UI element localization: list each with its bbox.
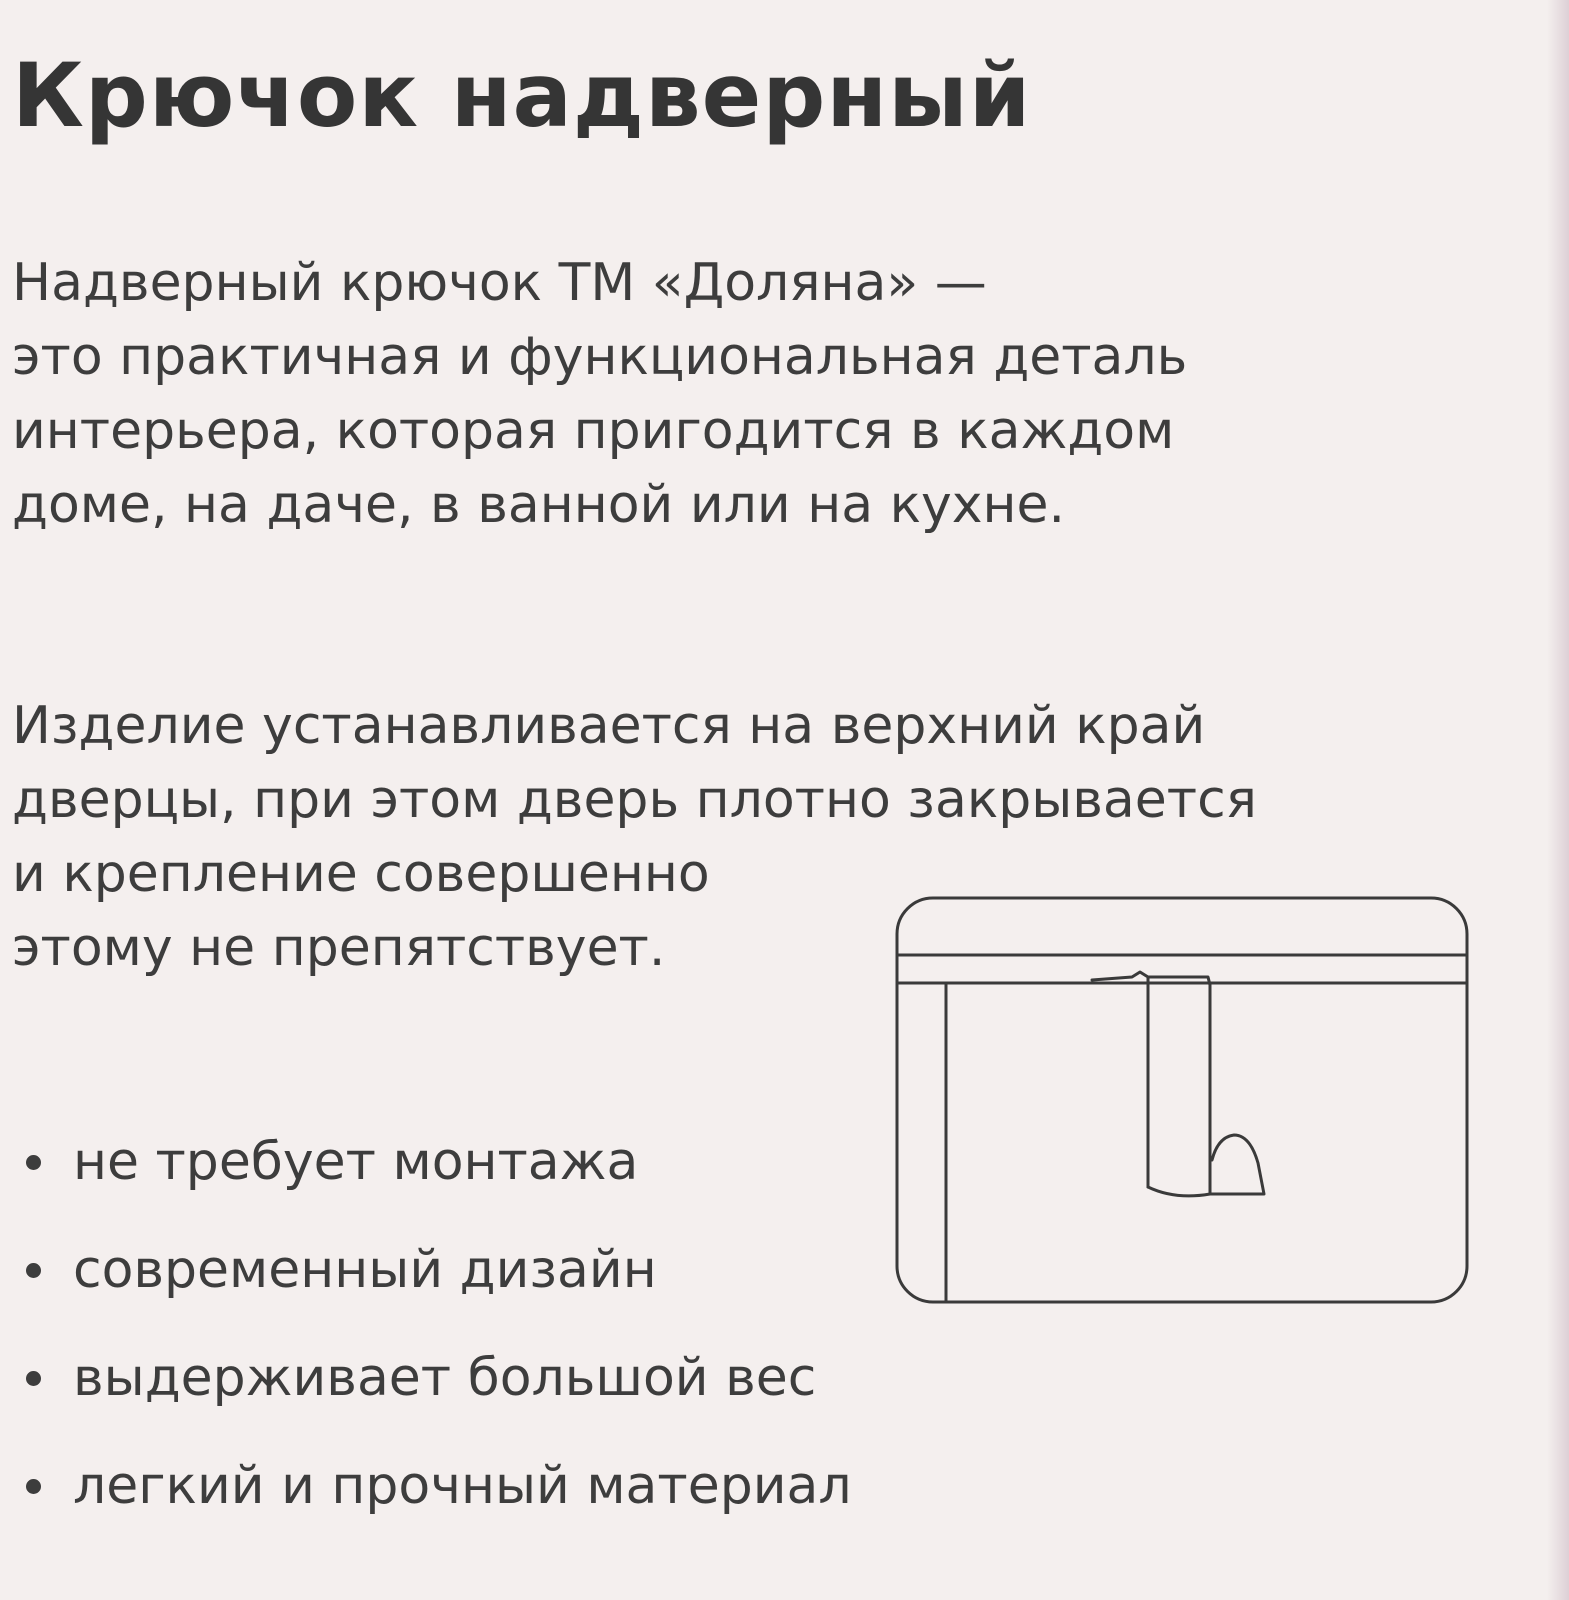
cabinet-outline [897,898,1467,1302]
feature-text: современный дизайн [73,1240,657,1300]
hook-tip [1210,1135,1264,1194]
installation-line: Изделие устанавливается на верхний край [12,696,1206,756]
description-line: это практичная и функциональная деталь [12,327,1188,387]
page-title: Крючок надверный [12,44,1032,147]
hook-bottom [1148,1165,1210,1196]
description-line: Надверный крючок ТМ «Доляна» — [12,253,987,313]
description-line: интерьера, которая пригодится в каждом [12,401,1175,461]
feature-text: выдерживает большой вес [73,1348,817,1408]
feature-text: легкий и прочный материал [73,1456,852,1516]
installation-line: дверцы, при этом дверь плотно закрывается [12,770,1257,830]
installation-line: этому не препятствует. [12,918,666,978]
feature-text: не требует монтажа [73,1132,639,1192]
installation-line: и крепление совершенно [12,844,710,904]
description-line: доме, на даче, в ванной или на кухне. [12,475,1066,535]
